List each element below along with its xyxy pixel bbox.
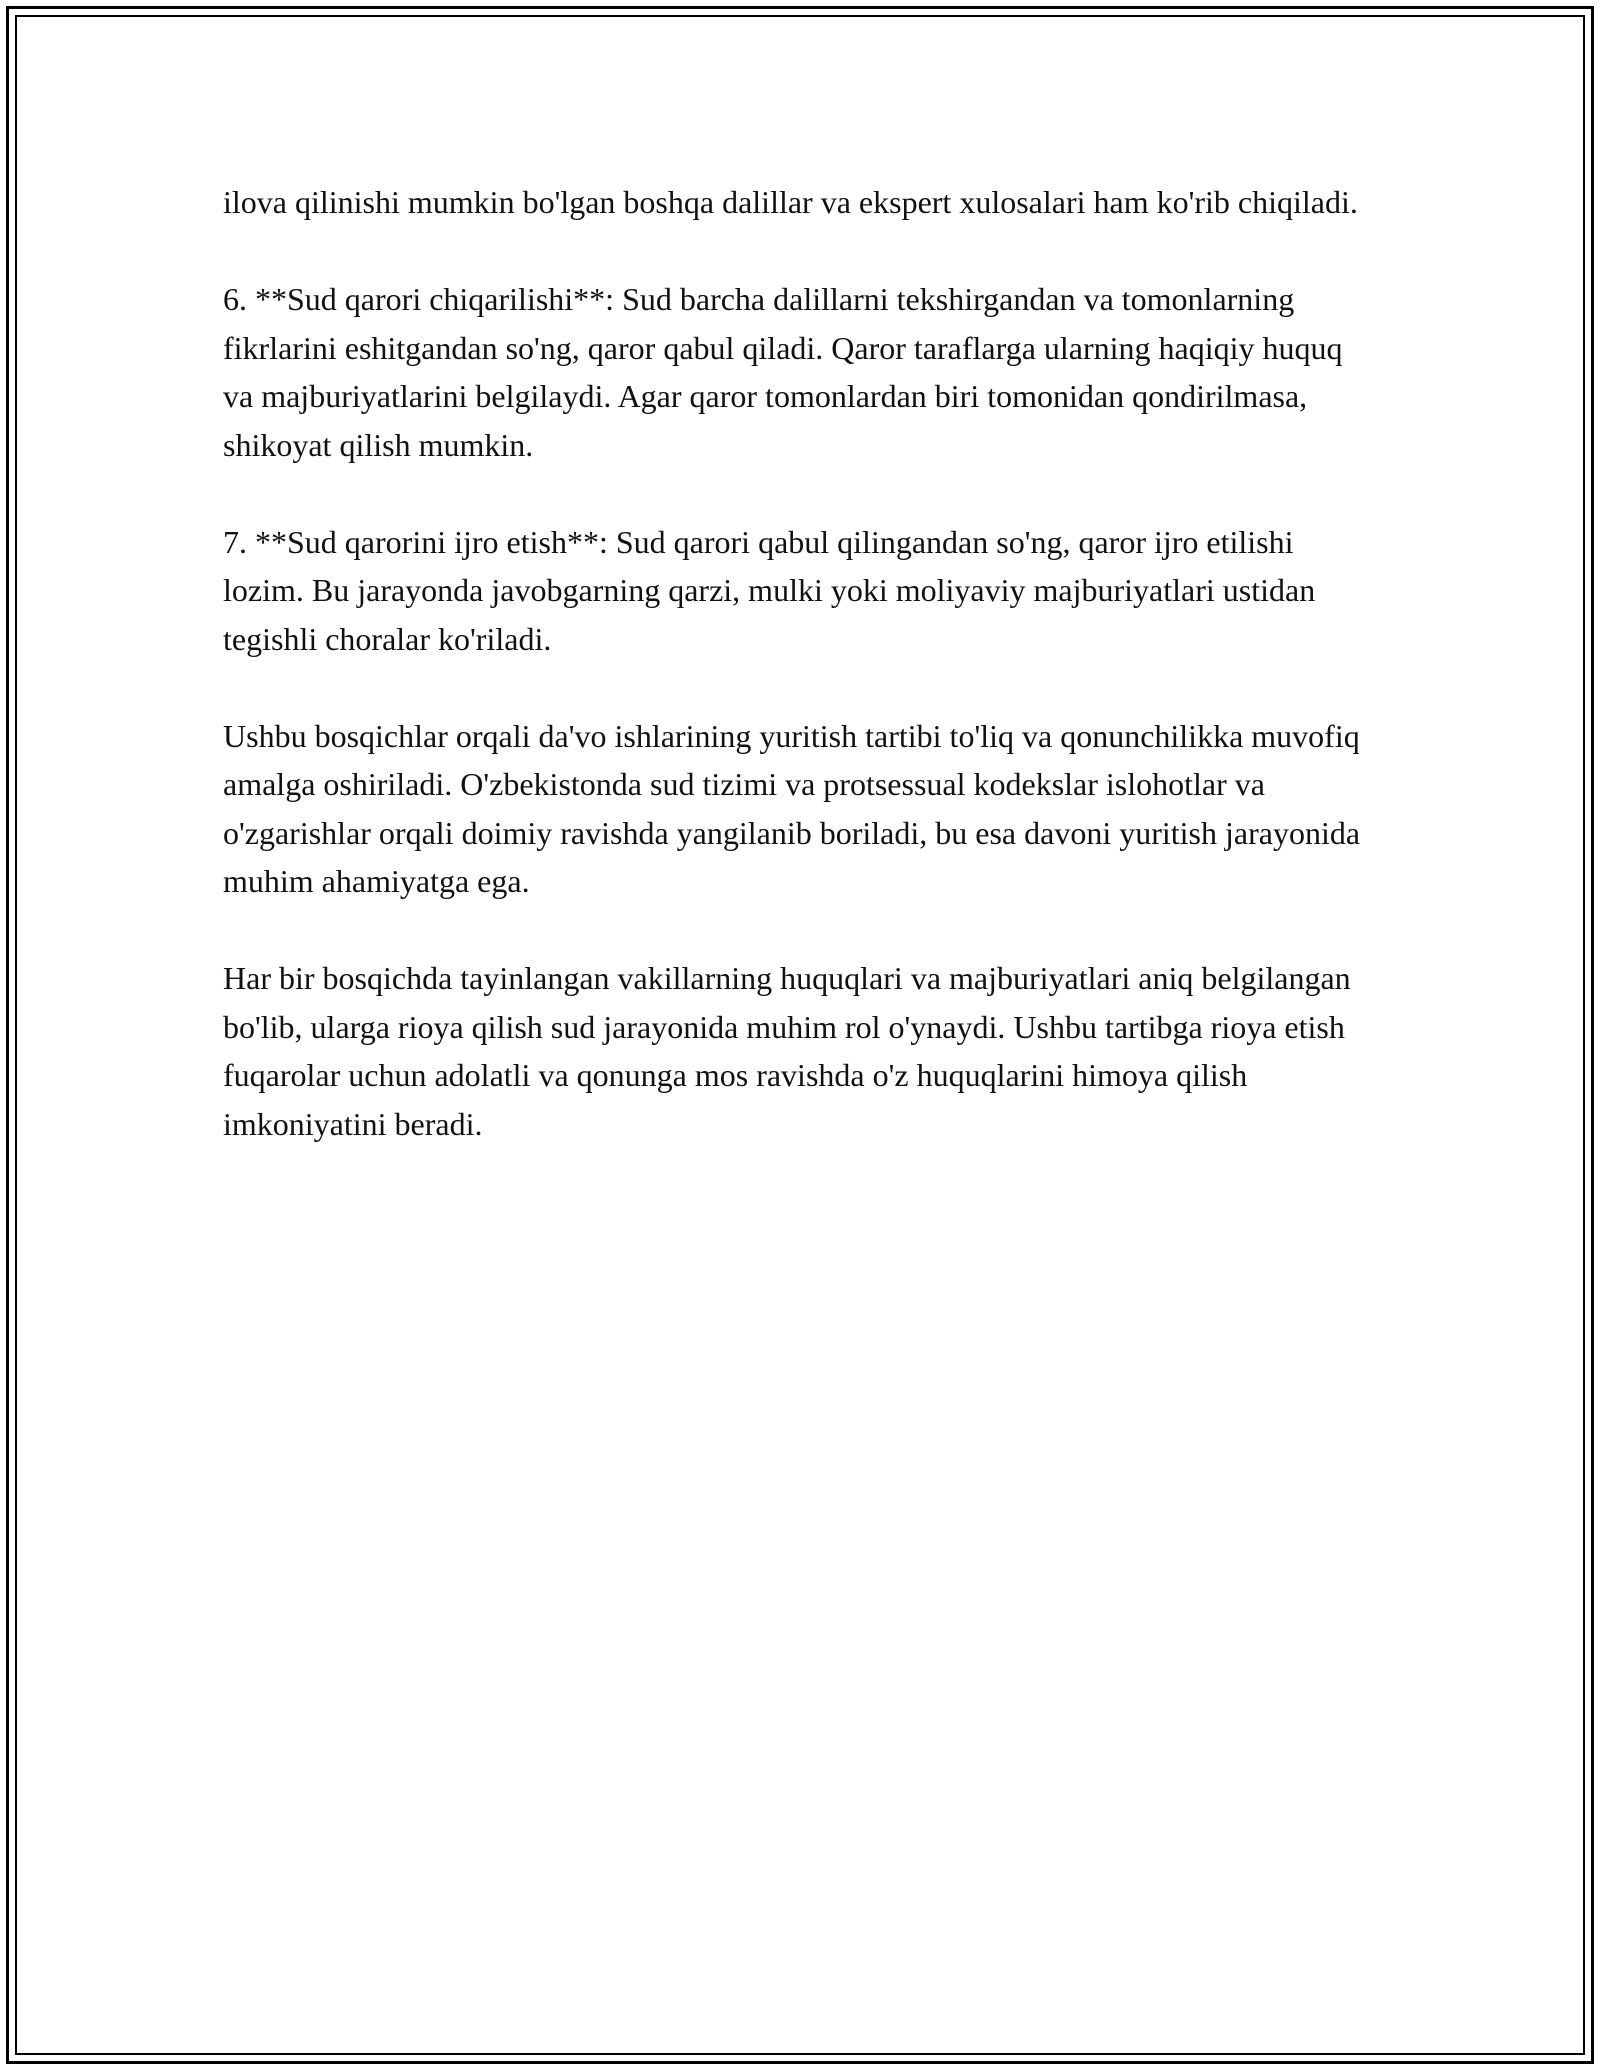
paragraph-conclusion: Har bir bosqichda tayinlangan vakillarning huquqlari va majburiyatlari aniq belgilangan bo'lib, ularga rioya qilish sud jarayonida muhim rol o'ynaydi. Ushbu tartibga rioya etish fuqarolar uchun adolatli va qonunga mos ravishda o'z huquqlarini himoya qilish imkoniyatini beradi. (223, 960, 1351, 1142)
paragraph-item-6: 6. **Sud qarori chiqarilishi**: Sud barcha dalillarni tekshirgandan va tomonlarning fikrlarini eshitgandan so'ng, qaror qabul qiladi. Qaror taraflarga ularning haqiqiy huquq va majburiyatlarini belgilaydi. Agar qaror tomonlardan biri tomonidan qondirilmasa, shikoyat qilish mumkin. (223, 281, 1343, 463)
document-body (223, 178, 1373, 1197)
paragraph-continuation: ilova qilinishi mumkin bo'lgan boshqa dalillar va ekspert xulosalari ham ko'rib chiqiladi. (223, 184, 1358, 220)
paragraph-summary: Ushbu bosqichlar orqali da'vo ishlarining yuritish tartibi to'liq va qonunchilikka muvofiq amalga oshiriladi. O'zbekistonda sud tizimi va protsessual kodekslar islohotlar va o'zgarishlar orqali doimiy ravishda yangilanib boriladi, bu esa davoni yuritish jarayonida muhim ahamiyatga ega. (223, 717, 1361, 899)
paragraph-item-7: 7. **Sud qarorini ijro etish**: Sud qarori qabul qilingandan so'ng, qaror ijro etilishi lozim. Bu jarayonda javobgarning qarzi, mulki yoki moliyaviy majburiyatlari ustidan tegishli choralar ko'riladi. (223, 523, 1316, 657)
